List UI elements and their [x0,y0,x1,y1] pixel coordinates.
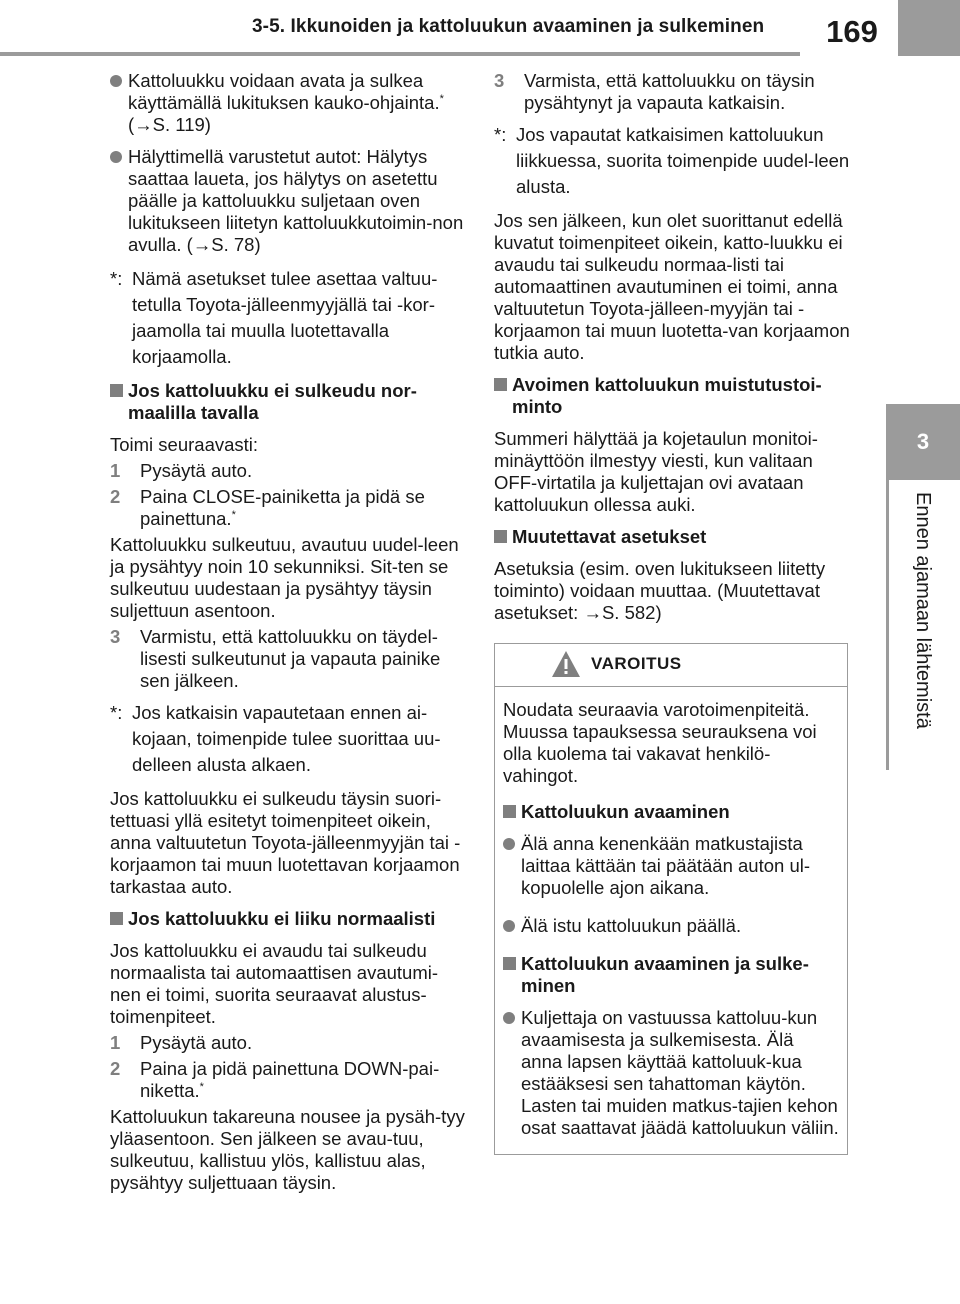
paragraph: Jos kattoluukku ei sulkeudu täysin suori-tettuasi yllä esitetyt toimenpiteet oikein, anna valtuutetun Toyota-jälleenmyyjän tai -korjaamon tai muun luotettavan korjaamon tarkastaa auto. [110,788,461,897]
right-column [494,70,850,634]
paragraph: Kattoluukun takareuna nousee ja pysäh-tyy yläasentoon. Sen jälkeen se avau-tuu, sulkeutuu, kallistuu ylös, kallistuu alas, pysähtyy suljettuaan täysin. [110,1106,465,1193]
footnote: *: Jos vapautat katkaisimen kattoluukun liikkuessa, suorita toimenpide uudel-leen alusta. [494,124,850,197]
subsection-heading: Jos kattoluukku ei sulkeudu nor-maalilla tavalla [110,380,466,424]
list-item: Älä istu kattoluukun päällä. [503,915,839,937]
paragraph: Toimi seuraavasti: [110,434,259,455]
step-item: 1 Pysäytä auto. [110,1032,253,1053]
square-bullet-icon [503,805,516,818]
bullet-dot-icon [503,920,515,932]
square-bullet-icon [494,378,507,391]
square-bullet-icon [503,957,516,970]
header-corner-block [898,0,960,56]
page-number: 169 [826,14,878,49]
warning-body [495,687,847,1139]
square-bullet-icon [494,530,507,543]
paragraph: Summeri hälyttää ja kojetaulun monitoi-minäyttöön ilmestyy viesti, kun valitaan OFF-virtatila ja kuljettajan ovi avataan kattoluukun ollessa auki. [494,428,818,515]
list-item: Hälyttimellä varustetut autot: Hälytys saattaa laueta, jos hälytys on asetettu päälle ja kattoluukku suljetaan oven lukitukseen liitetyn kattoluukkutoimin-non avulla. (→S. 78) [110,146,466,256]
paragraph: Jos kattoluukku ei avaudu tai sulkeudu normaalista tai automaattisen avautumi-nen ei toimi, suorita seuraavat alustus-toimenpiteet. [110,940,439,1027]
step-item: 2 Paina CLOSE-painiketta ja pidä se painettuna.* [110,486,425,529]
step-item: 3 Varmista, että kattoluukku on täysin pysähtynyt ja vapauta katkaisin. [494,70,815,113]
paragraph: Jos sen jälkeen, kun olet suorittanut edellä kuvatut toimenpiteet oikein, katto-luukku ei avaudu tai sulkeudu normaa-listi tai automaattinen avautuminen ei toimi, anna valtuutetun Toyota-jälleen-myyjän tai -korjaamon tai muun luotetta-van korjaamon tutkia auto. [494,210,850,363]
step-item: 2 Paina ja pidä painettuna DOWN-pai-niketta.* [110,1058,440,1101]
bullet-dot-icon [110,151,122,163]
chapter-tab: 3 [886,404,960,480]
bullet-dot-icon [503,1012,515,1024]
warning-box [494,643,848,1155]
square-bullet-icon [110,912,123,925]
bullet-dot-icon [110,75,122,87]
page-header [0,0,960,56]
list-item: Älä anna kenenkään matkustajista laittaa kättään tai päätään auton ul-kopuolelle ajon aikana. [503,833,839,899]
footnote: *: Nämä asetukset tulee asettaa valtuu-tetulla Toyota-jälleenmyyjällä tai -kor-jaamolla tai muulla luotettavalla korjaamolla. [110,268,438,367]
subsection-heading: Avoimen kattoluukun muistutustoi-minto [494,374,850,418]
chapter-tab-rule [886,480,889,770]
warning-header [495,644,847,687]
list-item: Kattoluukku voidaan avata ja sulkea käyttämällä lukituksen kauko-ohjainta.*(→S. 119) [110,70,466,136]
paragraph: Noudata seuraavia varotoimenpiteitä. Muussa tapauksessa seurauksena voi olla kuolema tai vakavat henkilö-vahingot. [503,699,817,786]
section-title: 3-5. Ikkunoiden ja kattoluukun avaaminen ja sulkeminen [252,16,765,37]
list-item: Kuljettaja on vastuussa kattoluu-kun avaamisesta ja sulkemisesta. Älä anna lapsen käyttää kattoluuk-kua estääksesi sen tahattoman käytön. Lasten tai muiden matkus-tajien kehon osat saattavat jäädä kattoluukun väliin. [503,1007,839,1139]
step-item: 1 Pysäytä auto. [110,460,253,481]
page-number-box [806,10,898,54]
paragraph: Kattoluukku sulkeutuu, avautuu uudel-leen ja pysähtyy noin 10 sekunniksi. Sit-ten se sulkeutuu uudestaan ja pysähtyy täysin suljettuun asentoon. [110,534,459,621]
square-bullet-icon [110,384,123,397]
paragraph: Asetuksia (esim. oven lukitukseen liitetty toiminto) voidaan muuttaa. (Muutettavat asetukset: →S. 582) [494,558,826,623]
footnote: *: Jos katkaisin vapautetaan ennen ai-kojaan, toimenpide tulee suorittaa uu-delleen alusta alkaen. [110,702,441,775]
warning-title: VAROITUS [591,654,682,673]
subsection-heading: Kattoluukun avaaminen [503,801,839,823]
subsection-heading: Jos kattoluukku ei liiku normaalisti [110,908,466,930]
bullet-dot-icon [503,838,515,850]
step-item: 3 Varmistu, että kattoluukku on täydel-lisesti sulkeutunut ja vapauta painike sen jälkeen. [110,626,441,691]
warning-triangle-icon [551,650,581,683]
left-column [110,70,466,1204]
subsection-heading: Muutettavat asetukset [494,526,850,548]
subsection-heading: Kattoluukun avaaminen ja sulke-minen [503,953,839,997]
